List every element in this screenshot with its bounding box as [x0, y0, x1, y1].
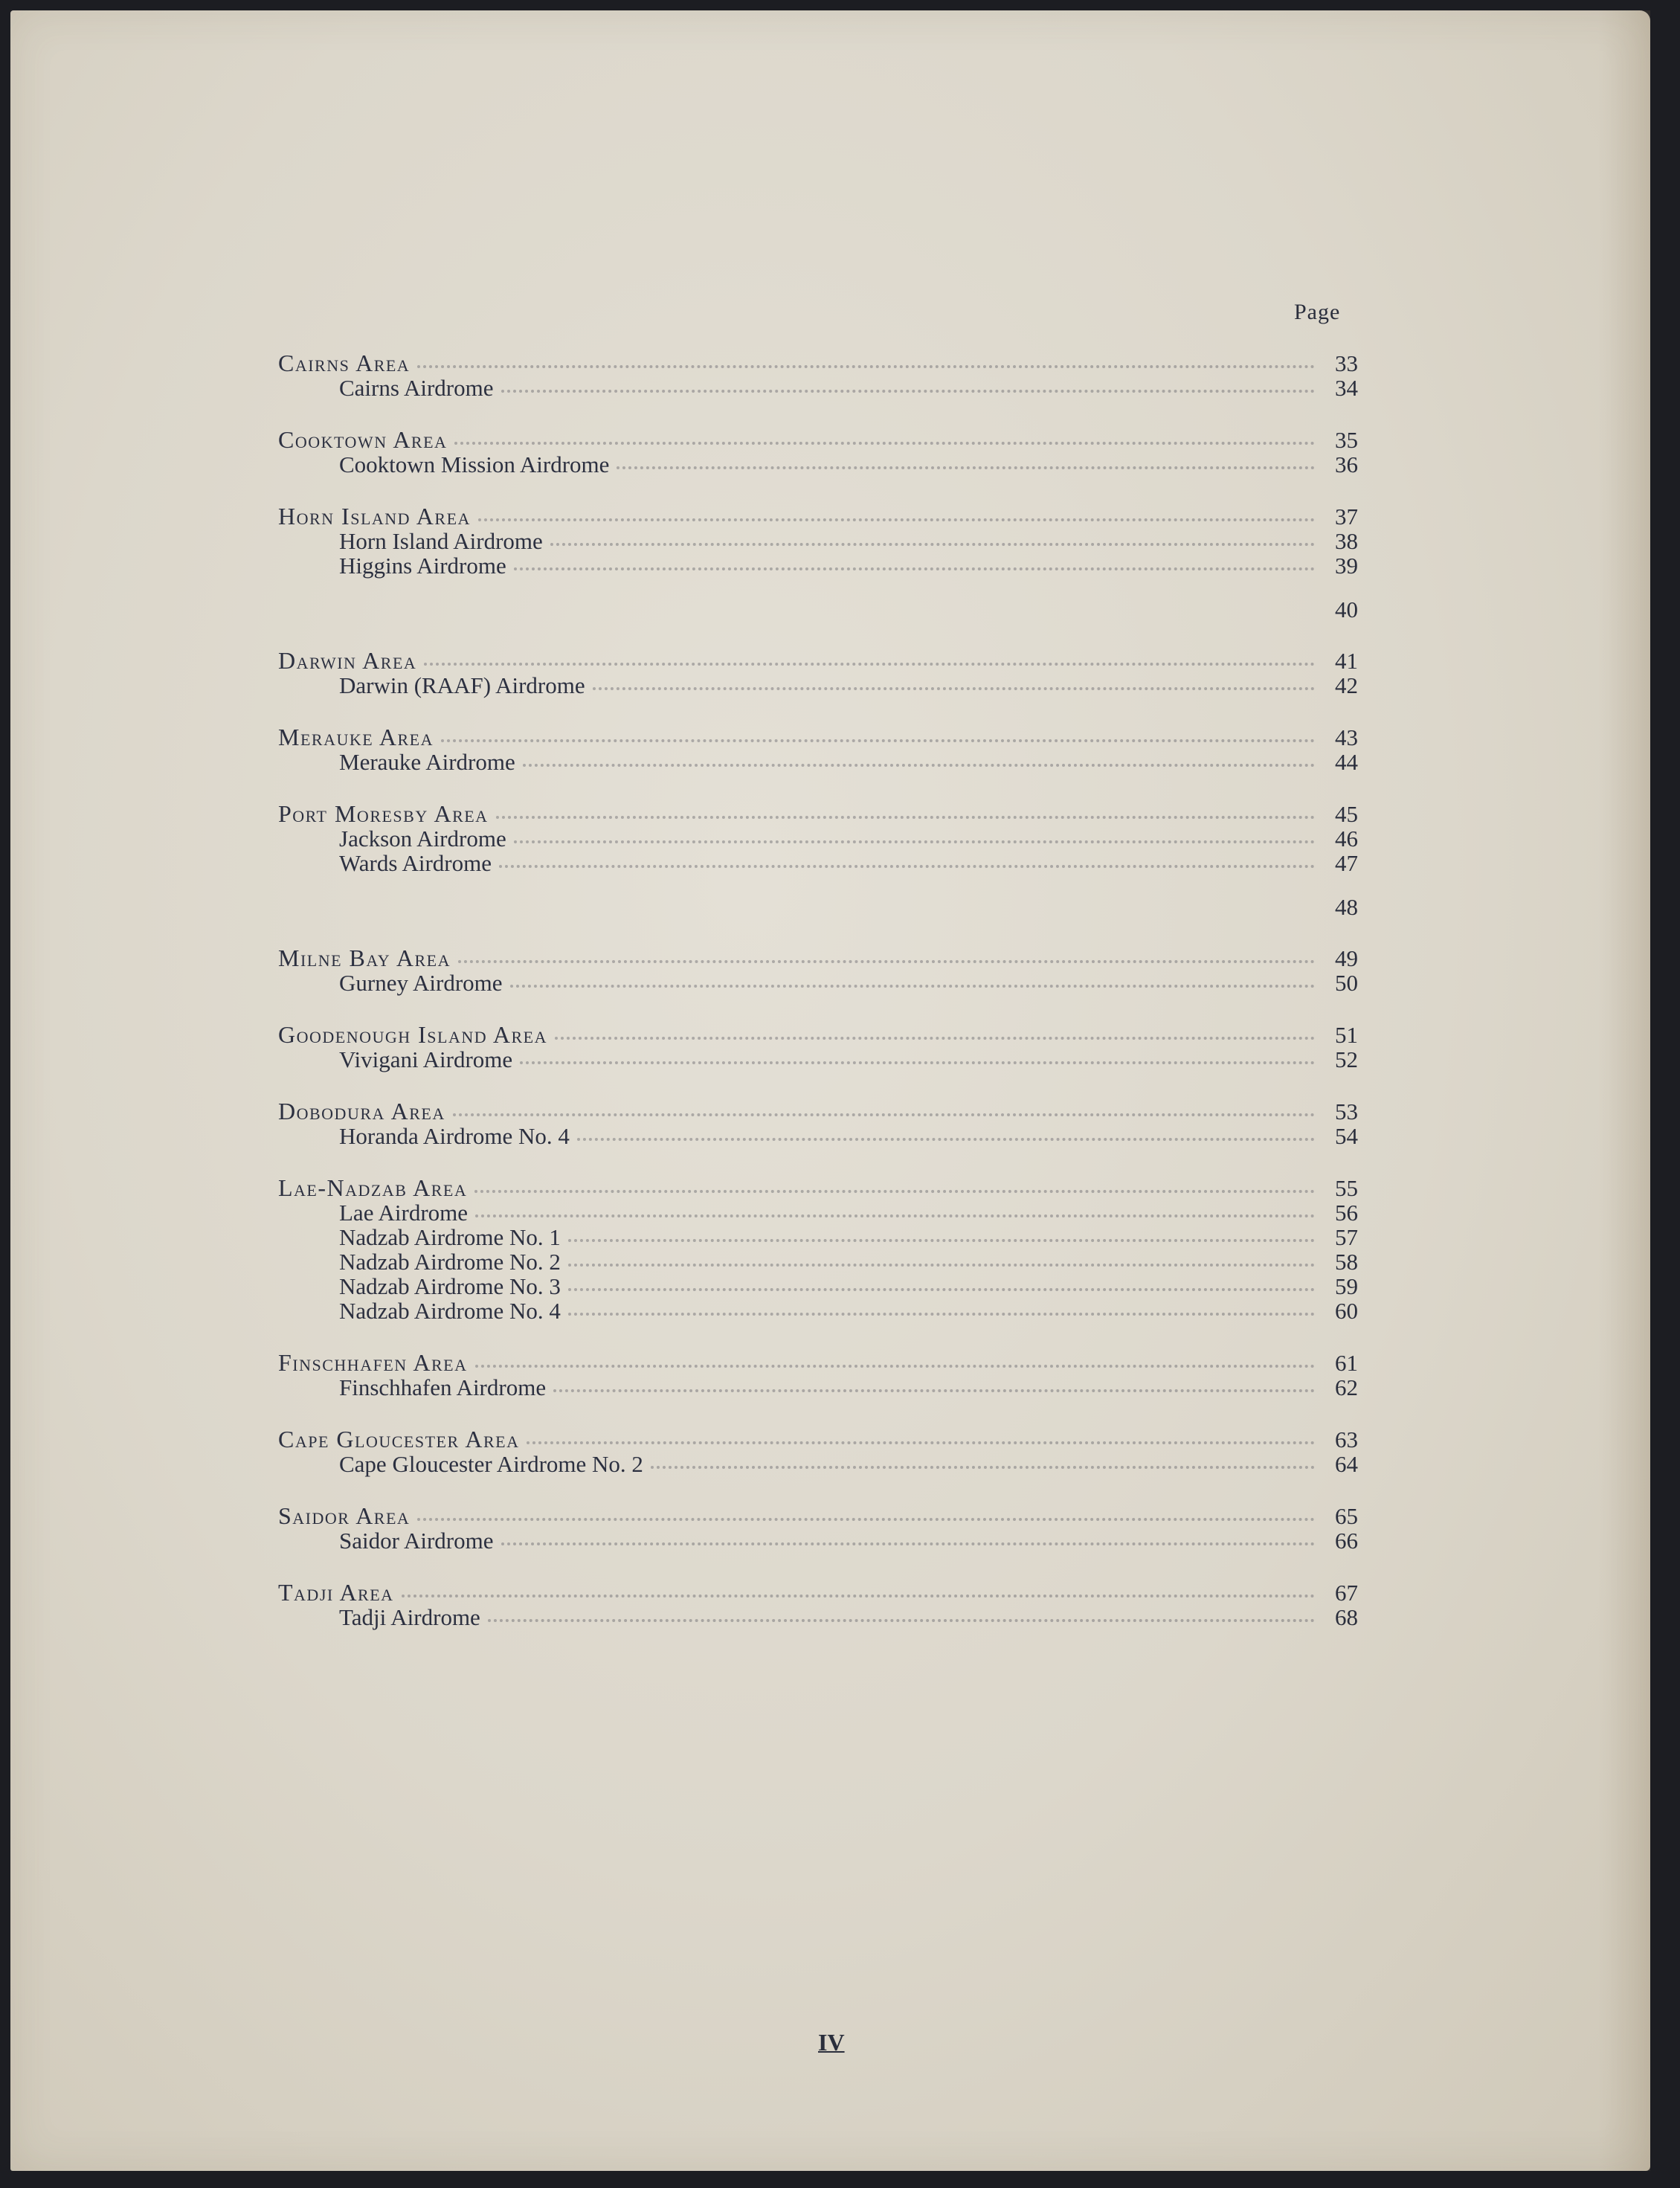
dot-leader: [501, 1535, 1316, 1545]
toc-group: [278, 428, 1358, 477]
toc-entry-page-number: 59: [1335, 1273, 1358, 1299]
toc-area-heading-label: Goodenough Island Area: [278, 1021, 547, 1048]
toc-entry: [278, 1605, 1358, 1629]
toc-entry-label: Nadzab Airdrome No. 2: [339, 1249, 561, 1275]
dot-leader: [651, 1458, 1315, 1469]
dot-leader: [523, 756, 1315, 767]
toc-standalone-page-number: 40: [1335, 596, 1358, 622]
toc-entry-page-number: 54: [1335, 1123, 1358, 1149]
dot-leader: [441, 732, 1315, 742]
toc-entry-page-number: 42: [1335, 672, 1358, 698]
dot-leader: [454, 434, 1315, 445]
toc-area-heading-label: Cooktown Area: [278, 426, 448, 453]
toc-area-heading: [278, 1580, 1358, 1605]
dot-leader: [553, 1382, 1315, 1392]
toc-entry: [278, 1299, 1358, 1323]
toc-entry-page-number: 64: [1335, 1451, 1358, 1477]
toc-group: [278, 1427, 1358, 1476]
dot-leader: [478, 511, 1315, 521]
dot-leader: [577, 1130, 1315, 1141]
toc-entry: [278, 1375, 1358, 1400]
toc-entry-label: Finschhafen Airdrome: [339, 1374, 547, 1400]
toc-entry-page-number: 47: [1335, 850, 1358, 876]
toc-entry: [278, 553, 1358, 578]
toc-group: [278, 725, 1358, 774]
toc-group: [278, 1580, 1358, 1629]
toc-entry-label: Cooktown Mission Airdrome: [339, 451, 610, 477]
toc-area-heading: [278, 1351, 1358, 1375]
toc-entry-label: Horanda Airdrome No. 4: [339, 1123, 570, 1149]
dot-leader: [568, 1281, 1315, 1291]
toc-entry-page-number: 60: [1335, 1298, 1358, 1324]
toc-group: [278, 800, 1358, 920]
toc-area-heading-label: Port Moresby Area: [278, 800, 489, 827]
toc-entry-page-number: 34: [1335, 375, 1358, 401]
toc-area-heading: [278, 649, 1358, 673]
toc-entry-page-number: 66: [1335, 1528, 1358, 1554]
toc-area-heading: [278, 1176, 1358, 1200]
toc-entry: [278, 1124, 1358, 1148]
toc-entry-label: Cape Gloucester Airdrome No. 2: [339, 1451, 643, 1477]
dot-leader: [417, 1510, 1315, 1521]
toc-entry-page-number: 39: [1335, 553, 1358, 579]
toc-area-heading-label: Merauke Area: [278, 724, 434, 750]
toc-entry-label: Tadji Airdrome: [339, 1604, 480, 1630]
toc-entry-page-number: 62: [1335, 1374, 1358, 1400]
dot-leader: [617, 459, 1315, 469]
dot-leader: [510, 977, 1315, 988]
dot-leader: [402, 1587, 1315, 1597]
toc-area-heading: [278, 1427, 1358, 1452]
toc-entry: [278, 376, 1358, 400]
toc-area-heading-label: Darwin Area: [278, 647, 417, 674]
dot-leader: [568, 1232, 1315, 1242]
toc-entry-label: Nadzab Airdrome No. 3: [339, 1273, 561, 1299]
toc-area-heading-page-number: 45: [1335, 801, 1358, 827]
toc-entry-page-number: 50: [1335, 970, 1358, 996]
toc-entry-label: Higgins Airdrome: [339, 553, 506, 579]
toc-entry: [278, 851, 1358, 875]
toc-area-heading-page-number: 35: [1335, 427, 1358, 453]
page-column-heading: Page: [1294, 300, 1341, 324]
toc-standalone-page: [278, 875, 1358, 920]
dot-leader: [496, 808, 1315, 819]
dot-leader: [555, 1029, 1315, 1040]
toc-entry-label: Horn Island Airdrome: [339, 528, 543, 554]
toc-entry-page-number: 56: [1335, 1200, 1358, 1226]
toc-entry-page-number: 68: [1335, 1604, 1358, 1630]
table-of-contents: [278, 351, 1358, 1657]
toc-entry-page-number: 36: [1335, 451, 1358, 477]
toc-entry-page-number: 57: [1335, 1224, 1358, 1250]
dot-leader: [527, 1434, 1315, 1444]
toc-standalone-page: [278, 578, 1358, 622]
toc-group: [278, 1176, 1358, 1323]
dot-leader: [593, 680, 1315, 690]
toc-area-heading-page-number: 37: [1335, 503, 1358, 530]
toc-entry-label: Gurney Airdrome: [339, 970, 503, 996]
toc-area-heading-page-number: 33: [1335, 350, 1358, 376]
dot-leader: [568, 1256, 1315, 1267]
toc-entry-page-number: 58: [1335, 1249, 1358, 1275]
toc-area-heading: [278, 504, 1358, 529]
toc-entry: [278, 1249, 1358, 1274]
toc-entry: [278, 452, 1358, 477]
dot-leader: [475, 1357, 1316, 1368]
toc-entry: [278, 1225, 1358, 1249]
dot-leader: [514, 560, 1315, 570]
dot-leader: [499, 857, 1315, 868]
toc-area-heading-page-number: 43: [1335, 724, 1358, 750]
dot-leader: [550, 535, 1315, 546]
toc-area-heading-label: Dobodura Area: [278, 1098, 445, 1124]
dot-leader: [424, 655, 1315, 666]
toc-entry: [278, 826, 1358, 851]
toc-area-heading-label: Horn Island Area: [278, 503, 471, 530]
toc-area-heading-page-number: 49: [1335, 945, 1358, 971]
toc-entry: [278, 1452, 1358, 1476]
toc-area-heading-label: Cairns Area: [278, 350, 411, 376]
toc-entry-page-number: 38: [1335, 528, 1358, 554]
toc-group: [278, 1504, 1358, 1553]
toc-area-heading-page-number: 41: [1335, 648, 1358, 674]
toc-area-heading-page-number: 51: [1335, 1022, 1358, 1048]
toc-area-heading: [278, 1023, 1358, 1047]
toc-entry: [278, 750, 1358, 774]
toc-area-heading: [278, 946, 1358, 971]
toc-group: [278, 503, 1358, 622]
toc-area-heading-page-number: 61: [1335, 1350, 1358, 1376]
toc-area-heading-page-number: 65: [1335, 1503, 1358, 1529]
toc-area-heading-label: Lae-Nadzab Area: [278, 1174, 468, 1201]
toc-area-heading-label: Milne Bay Area: [278, 945, 451, 971]
toc-area-heading-page-number: 63: [1335, 1426, 1358, 1452]
toc-entry-label: Jackson Airdrome: [339, 826, 506, 852]
dot-leader: [488, 1612, 1315, 1622]
toc-group: [278, 1099, 1358, 1148]
dot-leader: [417, 358, 1315, 368]
toc-entry: [278, 1274, 1358, 1299]
dot-leader: [453, 1106, 1315, 1116]
toc-entry: [278, 1528, 1358, 1553]
toc-area-heading: [278, 428, 1358, 452]
dot-leader: [475, 1207, 1315, 1217]
toc-area-heading: [278, 725, 1358, 750]
toc-group: [278, 946, 1358, 995]
toc-entry-label: Darwin (RAAF) Airdrome: [339, 672, 585, 698]
toc-entry-page-number: 46: [1335, 826, 1358, 852]
toc-area-heading-label: Saidor Area: [278, 1502, 411, 1529]
toc-group: [278, 351, 1358, 400]
dot-leader: [520, 1054, 1315, 1064]
toc-entry-label: Nadzab Airdrome No. 4: [339, 1298, 561, 1324]
toc-entry: [278, 673, 1358, 698]
dot-leader: [458, 953, 1315, 963]
toc-area-heading-label: Cape Gloucester Area: [278, 1426, 520, 1452]
toc-entry-label: Saidor Airdrome: [339, 1528, 494, 1554]
dot-leader: [474, 1183, 1315, 1193]
toc-entry-page-number: 44: [1335, 749, 1358, 775]
toc-area-heading-label: Tadji Area: [278, 1579, 394, 1606]
toc-area-heading-page-number: 67: [1335, 1580, 1358, 1606]
toc-group: [278, 1023, 1358, 1072]
dot-leader: [501, 382, 1316, 393]
page-folio-number: IV: [818, 2029, 845, 2056]
toc-group: [278, 1351, 1358, 1400]
toc-area-heading-page-number: 55: [1335, 1175, 1358, 1201]
toc-area-heading: [278, 351, 1358, 376]
toc-entry-label: Merauke Airdrome: [339, 749, 515, 775]
toc-standalone-page-number: 48: [1335, 894, 1358, 920]
page-edge-shading: [1598, 10, 1650, 2171]
toc-area-heading: [278, 1099, 1358, 1124]
toc-entry-label: Lae Airdrome: [339, 1200, 469, 1226]
toc-entry-page-number: 52: [1335, 1046, 1358, 1072]
toc-area-heading-page-number: 53: [1335, 1098, 1358, 1124]
toc-area-heading: [278, 1504, 1358, 1528]
toc-entry-label: Cairns Airdrome: [339, 375, 494, 401]
dot-leader: [514, 833, 1315, 843]
toc-entry-label: Wards Airdrome: [339, 850, 492, 876]
toc-area-heading: [278, 802, 1358, 826]
toc-entry-label: Nadzab Airdrome No. 1: [339, 1224, 561, 1250]
toc-entry: [278, 1200, 1358, 1225]
toc-entry: [278, 971, 1358, 995]
toc-area-heading-label: Finschhafen Area: [278, 1349, 468, 1376]
toc-entry: [278, 1047, 1358, 1072]
toc-entry: [278, 529, 1358, 553]
toc-entry-label: Vivigani Airdrome: [339, 1046, 513, 1072]
toc-group: [278, 649, 1358, 698]
dot-leader: [568, 1305, 1315, 1316]
